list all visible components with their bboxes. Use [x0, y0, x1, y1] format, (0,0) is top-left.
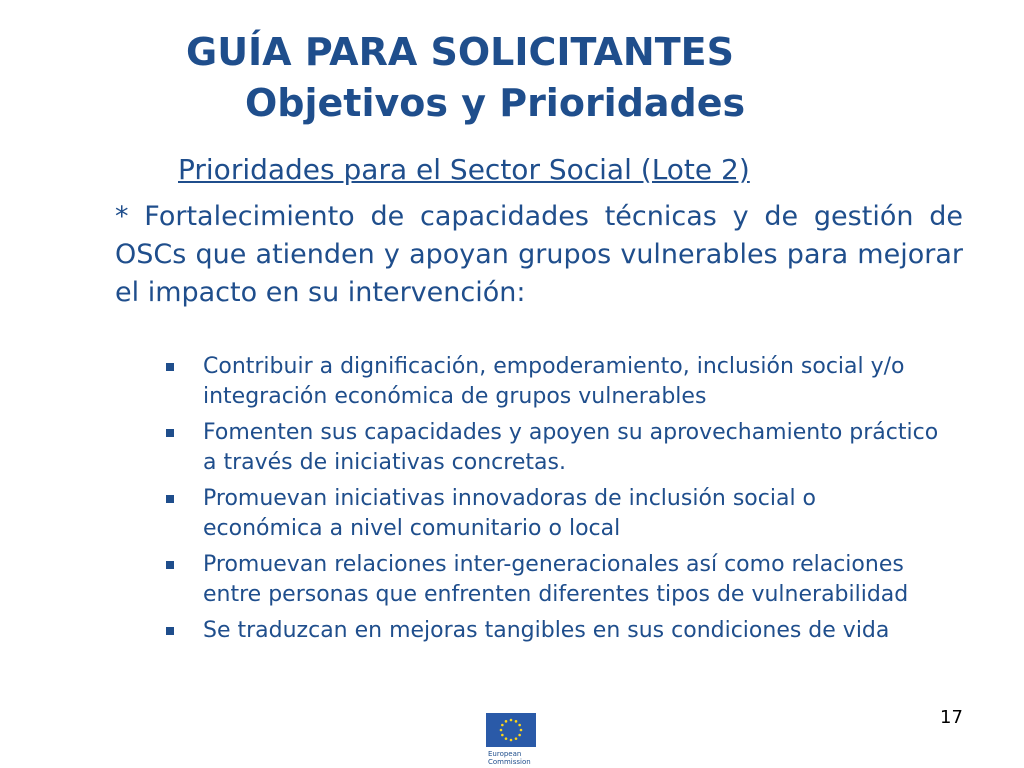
- eu-star-icon: [501, 734, 504, 737]
- eu-star-icon: [501, 724, 504, 727]
- eu-star-icon: [505, 720, 508, 723]
- eu-star-icon: [520, 729, 523, 732]
- eu-star-icon: [515, 720, 518, 723]
- bullet-item: [160, 550, 940, 610]
- square-bullet-icon: [166, 429, 174, 437]
- bullet-text: Contribuir a dignificación, empoderamiento, inclusión social y/o integración económica de grupos vulnerables: [203, 354, 905, 409]
- bullet-text: Fomenten sus capacidades y apoyen su aprovechamiento práctico a través de iniciativas concretas.: [203, 420, 939, 475]
- bullet-item: [160, 616, 940, 646]
- square-bullet-icon: [166, 627, 174, 635]
- title-line-1: GUÍA PARA SOLICITANTES: [186, 30, 734, 74]
- eu-star-icon: [518, 734, 521, 737]
- eu-logo-text: [488, 750, 531, 766]
- eu-star-icon: [518, 724, 521, 727]
- eu-star-icon: [515, 737, 518, 740]
- eu-logo-line-2: Commission: [488, 758, 531, 766]
- eu-star-icon: [500, 729, 503, 732]
- eu-star-icon: [505, 737, 508, 740]
- bullet-item: [160, 352, 940, 412]
- eu-star-icon: [510, 739, 513, 742]
- bullet-list: [160, 352, 940, 652]
- square-bullet-icon: [166, 363, 174, 371]
- eu-star-icon: [510, 719, 513, 722]
- bullet-text: Promuevan iniciativas innovadoras de inclusión social o económica a nivel comunitario o local: [203, 486, 817, 541]
- square-bullet-icon: [166, 495, 174, 503]
- title-line-2: Objetivos y Prioridades: [245, 81, 746, 125]
- bullet-item: [160, 484, 940, 544]
- eu-logo-line-1: European: [488, 750, 522, 758]
- eu-flag-icon: [486, 713, 536, 747]
- square-bullet-icon: [166, 561, 174, 569]
- section-subtitle: Prioridades para el Sector Social (Lote 2): [178, 153, 750, 186]
- intro-paragraph: * Fortalecimiento de capacidades técnicas y de gestión de OSCs que atienden y apoyan grupos vulnerables para mejorar el impacto en su intervención:: [115, 201, 963, 308]
- bullet-text: Se traduzcan en mejoras tangibles en sus condiciones de vida: [203, 618, 890, 643]
- page-number: 17: [940, 707, 963, 728]
- bullet-item: [160, 418, 940, 478]
- european-commission-logo: [486, 713, 538, 768]
- bullet-text: Promuevan relaciones inter-generacionales así como relaciones entre personas que enfrenten diferentes tipos de vulnerabilidad: [203, 552, 909, 607]
